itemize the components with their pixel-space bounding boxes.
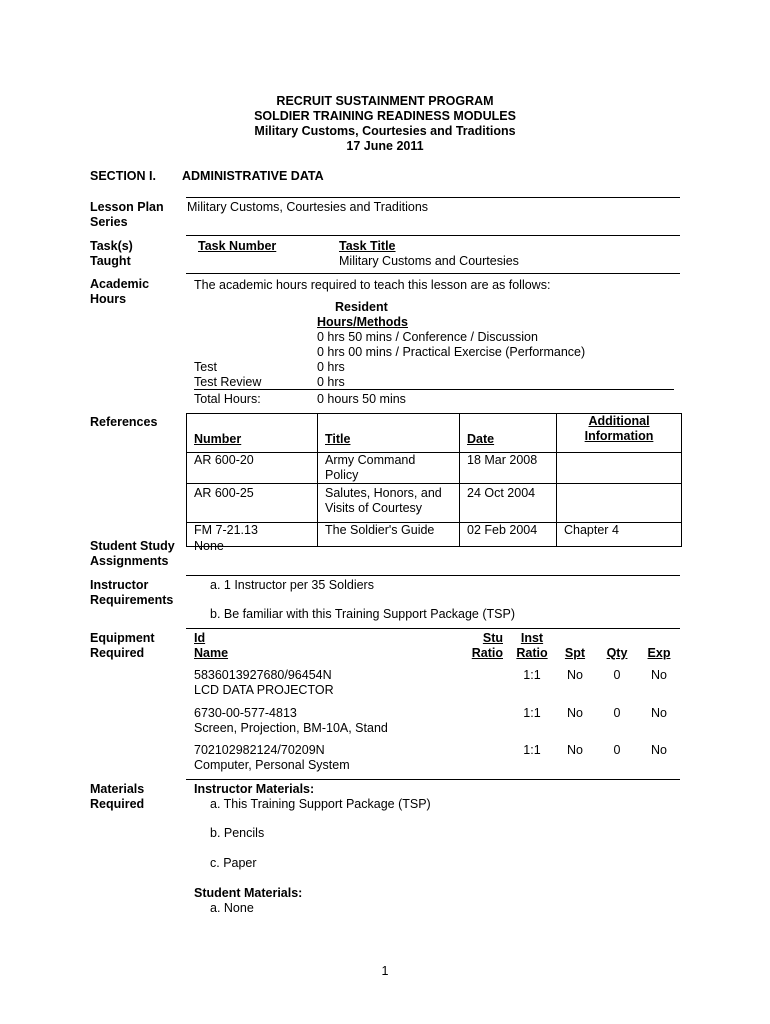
divider xyxy=(186,273,680,274)
academic-label-2: Hours xyxy=(90,292,127,306)
equip-spt: No xyxy=(567,743,583,757)
instructor-label-2: Requirements xyxy=(90,593,174,607)
divider xyxy=(186,628,680,629)
divider xyxy=(186,235,680,236)
equipment-label-2: Required xyxy=(90,646,145,660)
table-row xyxy=(187,523,682,547)
equip-id: 6730-00-577-4813 xyxy=(194,706,297,720)
ref-date-header: Date xyxy=(460,414,557,453)
references-table xyxy=(186,413,682,547)
ref-title-line-1: Salutes, Honors, and xyxy=(325,486,442,500)
ref-title-header: Title xyxy=(318,414,460,453)
student-study-label-2: Assignments xyxy=(90,554,169,568)
equip-spt: No xyxy=(567,706,583,720)
section-label: SECTION I. xyxy=(90,169,156,183)
equip-qty: 0 xyxy=(613,706,621,720)
ref-info: Chapter 4 xyxy=(557,523,682,547)
ref-info xyxy=(557,453,682,484)
equip-inst-header: Inst xyxy=(520,631,544,645)
resident-header: Resident xyxy=(335,300,388,314)
task-number-header: Task Number xyxy=(198,239,277,253)
instructor-material-a: a. This Training Support Package (TSP) xyxy=(210,797,431,811)
equip-stu-ratio-header: Ratio xyxy=(471,646,503,660)
page-number: 1 xyxy=(381,964,389,978)
instructor-material-c: c. Paper xyxy=(210,856,257,870)
tasks-label-2: Taught xyxy=(90,254,131,268)
ref-number[interactable]: AR 600-25 xyxy=(187,484,318,523)
task-title-value: Military Customs and Courtesies xyxy=(339,254,519,268)
equip-spt: No xyxy=(567,668,583,682)
ref-info xyxy=(557,484,682,523)
equip-inst-ratio: 1:1 xyxy=(523,668,541,682)
practical-hours: 0 hrs 00 mins / Practical Exercise (Performance) xyxy=(317,345,586,359)
ref-number[interactable]: AR 600-20 xyxy=(187,453,318,484)
equip-stu-header: Stu xyxy=(482,631,503,645)
divider xyxy=(186,575,680,576)
student-study-value: None xyxy=(194,539,224,553)
doc-subtitle: SOLDIER TRAINING READINESS MODULES xyxy=(254,109,516,123)
equip-exp: No xyxy=(651,743,667,757)
equip-spt-header: Spt xyxy=(564,646,586,660)
total-hours-label: Total Hours: xyxy=(194,392,261,406)
task-title-header: Task Title xyxy=(339,239,396,253)
equip-exp-header: Exp xyxy=(647,646,671,660)
table-header-row xyxy=(187,414,682,453)
references-label: References xyxy=(90,415,158,429)
test-label: Test xyxy=(194,360,217,374)
materials-label: Materials xyxy=(90,782,145,796)
equip-name: LCD DATA PROJECTOR xyxy=(194,683,334,697)
ref-date: 24 Oct 2004 xyxy=(460,484,557,523)
ref-additional-header-1: Additional xyxy=(588,414,650,428)
equip-name: Screen, Projection, BM-10A, Stand xyxy=(194,721,388,735)
equip-id: 5836013927680/96454N xyxy=(194,668,332,682)
equipment-label: Equipment xyxy=(90,631,155,645)
student-materials-header: Student Materials: xyxy=(194,886,303,900)
equip-qty-header: Qty xyxy=(606,646,628,660)
equip-id: 702102982124/70209N xyxy=(194,743,325,757)
test-value: 0 hrs xyxy=(317,360,345,374)
equip-inst-ratio-header: Ratio xyxy=(516,646,548,660)
instructor-item-a: a. 1 Instructor per 35 Soldiers xyxy=(210,578,374,592)
table-row xyxy=(187,484,682,523)
materials-label-2: Required xyxy=(90,797,145,811)
student-material-a: a. None xyxy=(210,901,254,915)
section-title: ADMINISTRATIVE DATA xyxy=(182,169,324,183)
ref-additional-header-2: Information xyxy=(584,429,654,443)
conference-hours: 0 hrs 50 mins / Conference / Discussion xyxy=(317,330,538,344)
ref-date: 02 Feb 2004 xyxy=(460,523,557,547)
academic-label: Academic xyxy=(90,277,150,291)
ref-number[interactable]: FM 7-21.13 xyxy=(187,523,318,547)
equip-qty: 0 xyxy=(613,743,621,757)
lesson-plan-value: Military Customs, Courtesies and Traditions xyxy=(187,200,429,214)
lesson-plan-label: Lesson Plan xyxy=(90,200,164,214)
tasks-label: Task(s) xyxy=(90,239,133,253)
divider xyxy=(186,197,680,198)
equip-name-header: Name xyxy=(194,646,229,660)
total-hours-value: 0 hours 50 mins xyxy=(317,392,406,406)
ref-title: Army Command Policy xyxy=(318,453,460,484)
test-review-label: Test Review xyxy=(194,375,262,389)
test-review-value: 0 hrs xyxy=(317,375,345,389)
ref-title-line-2: Visits of Courtesy xyxy=(325,501,423,515)
equip-name: Computer, Personal System xyxy=(194,758,350,772)
hours-methods-header: Hours/Methods xyxy=(317,315,408,329)
ref-additional-header xyxy=(557,414,682,453)
academic-intro: The academic hours required to teach this lesson are as follows: xyxy=(194,278,551,292)
doc-title: RECRUIT SUSTAINMENT PROGRAM xyxy=(276,94,494,108)
ref-date: 18 Mar 2008 xyxy=(460,453,557,484)
equip-inst-ratio: 1:1 xyxy=(523,706,541,720)
equip-id-header: Id xyxy=(194,631,206,645)
divider xyxy=(186,779,680,780)
equip-exp: No xyxy=(651,706,667,720)
equip-inst-ratio: 1:1 xyxy=(523,743,541,757)
equip-exp: No xyxy=(651,668,667,682)
doc-topic: Military Customs, Courtesies and Traditions xyxy=(254,124,516,138)
ref-title xyxy=(318,484,460,523)
divider xyxy=(194,389,674,390)
ref-title: The Soldier's Guide xyxy=(318,523,460,547)
instructor-item-b: b. Be familiar with this Training Support Package (TSP) xyxy=(210,607,515,621)
lesson-plan-label-2: Series xyxy=(90,215,128,229)
instructor-materials-header: Instructor Materials: xyxy=(194,782,315,796)
table-row xyxy=(187,453,682,484)
instructor-material-b: b. Pencils xyxy=(210,826,265,840)
doc-date: 17 June 2011 xyxy=(346,139,424,153)
equip-qty: 0 xyxy=(613,668,621,682)
student-study-label: Student Study xyxy=(90,539,175,553)
instructor-label: Instructor xyxy=(90,578,149,592)
ref-number-header: Number xyxy=(187,414,318,453)
